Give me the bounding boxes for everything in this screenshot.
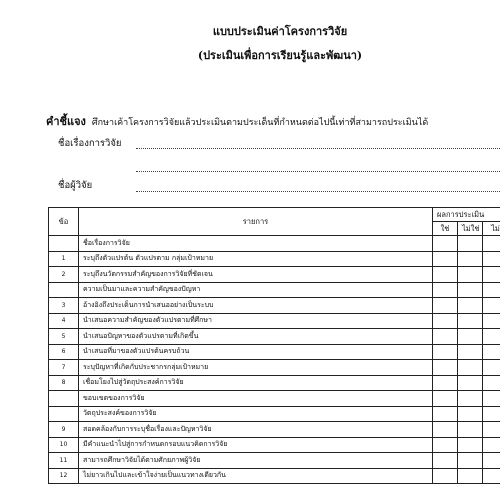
- header-option-na: ไม่: [483, 222, 500, 236]
- row-number: [49, 406, 79, 422]
- check-cell-yes[interactable]: [433, 329, 458, 345]
- row-section-title: ชื่อเรื่องการวิจัย: [79, 236, 433, 252]
- check-cell-no: [458, 391, 483, 407]
- row-number: 3: [49, 298, 79, 314]
- check-cell-yes[interactable]: [433, 267, 458, 283]
- header-option-no: ไม่ใช่: [458, 222, 483, 236]
- row-item-text: นำเสนอที่มาของตัวแปรต้นครบถ้วน: [79, 344, 433, 360]
- check-cell-na: [483, 391, 500, 407]
- row-number: 6: [49, 344, 79, 360]
- check-cell-yes[interactable]: [433, 251, 458, 267]
- check-cell-na[interactable]: [483, 313, 500, 329]
- check-cell-no: [458, 282, 483, 298]
- table-row: [49, 344, 500, 360]
- table-row: [49, 329, 500, 345]
- check-cell-na[interactable]: [483, 267, 500, 283]
- check-cell-yes[interactable]: [433, 360, 458, 376]
- row-item-text: ระบุถึงนวัตกรรมสำคัญของการวิจัยที่ชัดเจน: [79, 267, 433, 283]
- row-section-title: วัตถุประสงค์ของการวิจัย: [79, 406, 433, 422]
- row-number: [49, 282, 79, 298]
- researcher-line[interactable]: [136, 190, 500, 192]
- table-row: [49, 422, 500, 438]
- evaluation-table: [48, 207, 500, 484]
- header-result: ผลการประเมิน: [433, 208, 500, 222]
- check-cell-no: [458, 406, 483, 422]
- row-section-title: ความเป็นมาและความสำคัญของปัญหา: [79, 282, 433, 298]
- researcher-label: ชื่อผู้วิจัย: [58, 180, 93, 191]
- check-cell-na[interactable]: [483, 453, 500, 469]
- row-item-text: อ้างอิงถึงประเด็นการนำเสนออย่างเป็นระบบ: [79, 298, 433, 314]
- row-item-text: นำเสนอปัญหาของตัวแปรตามที่เกิดขึ้น: [79, 329, 433, 345]
- check-cell-na[interactable]: [483, 437, 500, 453]
- check-cell-yes[interactable]: [433, 344, 458, 360]
- row-number: 2: [49, 267, 79, 283]
- section-row: [49, 406, 500, 422]
- row-item-text: นำเสนอความสำคัญของตัวแปรตามที่ศึกษา: [79, 313, 433, 329]
- row-number: 10: [49, 437, 79, 453]
- check-cell-yes: [433, 391, 458, 407]
- row-item-text: ไม่ยาวเกินไปและเข้าใจง่ายเป็นแนวทางเดียวกัน: [79, 468, 433, 484]
- check-cell-yes: [433, 236, 458, 252]
- section-row: [49, 236, 500, 252]
- table-row: [49, 375, 500, 391]
- table-row: [49, 251, 500, 267]
- check-cell-na[interactable]: [483, 360, 500, 376]
- check-cell-yes: [433, 282, 458, 298]
- check-cell-na[interactable]: [483, 329, 500, 345]
- row-section-title: ขอบเขตของการวิจัย: [79, 391, 433, 407]
- row-number: 9: [49, 422, 79, 438]
- check-cell-no[interactable]: [458, 267, 483, 283]
- check-cell-na[interactable]: [483, 375, 500, 391]
- row-number: 4: [49, 313, 79, 329]
- document-subtitle: (ประเมินเพื่อการเรียนรู้และพัฒนา): [197, 49, 363, 62]
- row-number: 1: [49, 251, 79, 267]
- instruction: [46, 112, 428, 130]
- table-row: [49, 437, 500, 453]
- check-cell-na[interactable]: [483, 468, 500, 484]
- row-number: [49, 236, 79, 252]
- row-item-text: มีคำแนะนำไปสู่การกำหนดกรอบแนวคิดการวิจัย: [79, 437, 433, 453]
- document-title: แบบประเมินค่าโครงการวิจัย: [212, 25, 348, 38]
- header-option-yes: ใช่: [433, 222, 458, 236]
- research-title-line[interactable]: [136, 147, 500, 149]
- check-cell-yes[interactable]: [433, 313, 458, 329]
- row-number: [49, 391, 79, 407]
- check-cell-no[interactable]: [458, 360, 483, 376]
- check-cell-no[interactable]: [458, 298, 483, 314]
- row-number: 5: [49, 329, 79, 345]
- table-row: [49, 360, 500, 376]
- row-number: 11: [49, 453, 79, 469]
- check-cell-na[interactable]: [483, 422, 500, 438]
- research-title-line-2[interactable]: [136, 170, 500, 172]
- row-item-text: เชื่อมโยงไปสู่วัตถุประสงค์การวิจัย: [79, 375, 433, 391]
- check-cell-na: [483, 236, 500, 252]
- row-item-text: สอดคล้องกับการระบุชื่อเรื่องและปัญหาวิจัย: [79, 422, 433, 438]
- check-cell-na[interactable]: [483, 344, 500, 360]
- table-row: [49, 267, 500, 283]
- check-cell-na[interactable]: [483, 251, 500, 267]
- check-cell-yes[interactable]: [433, 437, 458, 453]
- check-cell-yes[interactable]: [433, 422, 458, 438]
- row-number: 7: [49, 360, 79, 376]
- table-row: [49, 298, 500, 314]
- row-number: 12: [49, 468, 79, 484]
- check-cell-yes[interactable]: [433, 468, 458, 484]
- row-number: 8: [49, 375, 79, 391]
- check-cell-no[interactable]: [458, 329, 483, 345]
- row-item-text: ระบุถึงตัวแปรต้น ตัวแปรตาม กลุ่มเป้าหมาย: [79, 251, 433, 267]
- check-cell-no[interactable]: [458, 468, 483, 484]
- check-cell-no[interactable]: [458, 344, 483, 360]
- check-cell-no[interactable]: [458, 437, 483, 453]
- check-cell-na: [483, 282, 500, 298]
- table-row: [49, 468, 500, 484]
- check-cell-yes: [433, 406, 458, 422]
- check-cell-no: [458, 236, 483, 252]
- instruction-label: คำชี้แจง: [46, 115, 86, 128]
- check-cell-no[interactable]: [458, 313, 483, 329]
- check-cell-no[interactable]: [458, 251, 483, 267]
- check-cell-yes[interactable]: [433, 298, 458, 314]
- check-cell-yes[interactable]: [433, 453, 458, 469]
- instruction-text: ศึกษาเค้าโครงการวิจัยแล้วประเมินตามประเด็นที่กำหนดต่อไปนี้เท่าที่สามารถประเมินได้: [91, 118, 429, 128]
- check-cell-yes[interactable]: [433, 375, 458, 391]
- check-cell-no[interactable]: [458, 422, 483, 438]
- section-row: [49, 391, 500, 407]
- header-no: ข้อ: [49, 208, 79, 236]
- check-cell-no[interactable]: [458, 453, 483, 469]
- research-title-label: ชื่อเรื่องการวิจัย: [58, 138, 122, 149]
- table-row: [49, 453, 500, 469]
- check-cell-na: [483, 406, 500, 422]
- header-item: รายการ: [79, 208, 433, 236]
- row-item-text: สามารถศึกษาวิจัยได้ตามศักยภาพผู้วิจัย: [79, 453, 433, 469]
- check-cell-na[interactable]: [483, 298, 500, 314]
- section-row: [49, 282, 500, 298]
- row-item-text: ระบุปัญหาที่เกิดกับประชากรกลุ่มเป้าหมาย: [79, 360, 433, 376]
- check-cell-no[interactable]: [458, 375, 483, 391]
- table-row: [49, 313, 500, 329]
